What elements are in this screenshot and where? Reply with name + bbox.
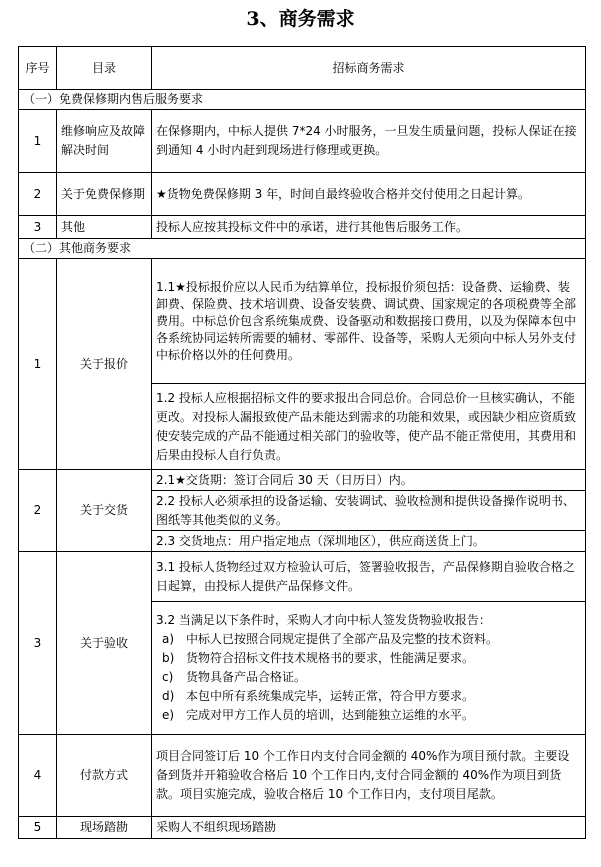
row-item: 付款方式: [57, 735, 152, 817]
row-number: 3: [19, 216, 57, 239]
list-item-text: 完成对甲方工作人员的培训，达到能独立运维的水平。: [186, 708, 475, 722]
row-text: 1.1★投标报价应以人民币为结算单位，投标报价须包括：设备费、运输费、装卸费、保险费、技术培训费、设备安装费、调试费、国家规定的各项税费等全部费用。中标总价包含系统集成费、设备驱动和数据接口费用，以及为保障本包中各系统协同运转所需要的辅材、零部件、设备等，采购人无须向中标人另外支付中标价格以外的任何费用。: [152, 259, 586, 384]
row-number: 3: [19, 552, 57, 735]
row-item: 关于报价: [57, 259, 152, 470]
table-row: [19, 110, 586, 173]
table-row: [19, 173, 586, 216]
page-title: 3、商务需求: [246, 8, 355, 30]
row-text: 2.3 交货地点：用户指定地点（深圳地区），供应商送货上门。: [152, 531, 586, 552]
row-text: 投标人应按其投标文件中的承诺，进行其他售后服务工作。: [152, 216, 586, 239]
list-marker: b): [162, 651, 175, 665]
row-number: 1: [19, 110, 57, 173]
row-number: 2: [19, 173, 57, 216]
row-number: 5: [19, 817, 57, 839]
list-marker: c): [162, 670, 174, 684]
list-item-text: 货物具备产品合格证。: [186, 670, 307, 684]
row-item: 其他: [57, 216, 152, 239]
section-row: [19, 239, 586, 259]
header-requirement: 招标商务需求: [152, 47, 586, 90]
list-item: [156, 687, 581, 706]
row-item: 维修响应及故障解决时间: [57, 110, 152, 173]
row-text: 3.1 投标人货物经过双方检验认可后，签署验收报告，产品保修期自验收合格之日起算，由投标人提供产品保修文件。: [152, 552, 586, 602]
list-marker: a): [162, 632, 175, 646]
table-row: [19, 216, 586, 239]
list-item: [156, 668, 581, 687]
section-title: （二）其他商务要求: [19, 239, 586, 259]
table-row: [19, 735, 586, 817]
row-text: 2.1★交货期：签订合同后 30 天（日历日）内。: [152, 470, 586, 491]
row-text: 项目合同签订后 10 个工作日内支付合同金额的 40%作为项目预付款。主要设备到货并开箱验收合格后 10 个工作日内,支付合同金额的 40%作为项目到货款。项目实施完成，验收合格后 10 个工作日内，支付项目尾款。: [152, 735, 586, 817]
row-item: 关于验收: [57, 552, 152, 735]
row-text: [152, 602, 586, 735]
table-row: [19, 817, 586, 839]
row-text: 采购人不组织现场踏勘: [152, 817, 586, 839]
row-number: 1: [19, 259, 57, 470]
row-number: 2: [19, 470, 57, 552]
row-text: 2.2 投标人必须承担的设备运输、安装调试、验收检测和提供设备操作说明书、图纸等其他类似的义务。: [152, 491, 586, 531]
list-item: [156, 630, 581, 649]
row-item: 关于免费保修期: [57, 173, 152, 216]
row-text: 1.2 投标人应根据招标文件的要求报出合同总价。合同总价一旦核实确认，不能更改。对投标人漏报致使产品未能达到需求的功能和效果，或因缺少相应资质致使安装完成的产品不能通过相关部门的验收等，使产品不能正常使用，其费用和后果由投标人自行负责。: [152, 384, 586, 470]
row-text: 在保修期内，中标人提供 7*24 小时服务，一旦发生质量问题，投标人保证在接到通知 4 小时内赶到现场进行修理或更换。: [152, 110, 586, 173]
business-requirements-table: [18, 46, 586, 839]
row-text: ★货物免费保修期 3 年，时间自最终验收合格并交付使用之日起计算。: [152, 173, 586, 216]
section-row: [19, 90, 586, 110]
list-item: [156, 649, 581, 668]
header-no: 序号: [19, 47, 57, 90]
section-title: （一）免费保修期内售后服务要求: [19, 90, 586, 110]
list-item-text: 本包中所有系统集成完毕，运转正常，符合甲方要求。: [186, 689, 475, 703]
list-item-text: 中标人已按照合同规定提供了全部产品及完整的技术资料。: [186, 632, 499, 646]
row-item: 现场踏勘: [57, 817, 152, 839]
header-item: 目录: [57, 47, 152, 90]
acceptance-intro: 3.2 当满足以下条件时，采购人才向中标人签发货物验收报告：: [156, 613, 491, 627]
list-marker: d): [162, 689, 175, 703]
list-item-text: 货物符合招标文件技术规格书的要求，性能满足要求。: [186, 651, 475, 665]
table-row: [19, 552, 586, 602]
row-item: 关于交货: [57, 470, 152, 552]
list-item: [156, 706, 581, 725]
table-header-row: [19, 47, 586, 90]
list-marker: e): [162, 708, 175, 722]
acceptance-conditions-list: [156, 630, 581, 725]
row-number: 4: [19, 735, 57, 817]
table-row: [19, 259, 586, 384]
table-row: [19, 470, 586, 491]
